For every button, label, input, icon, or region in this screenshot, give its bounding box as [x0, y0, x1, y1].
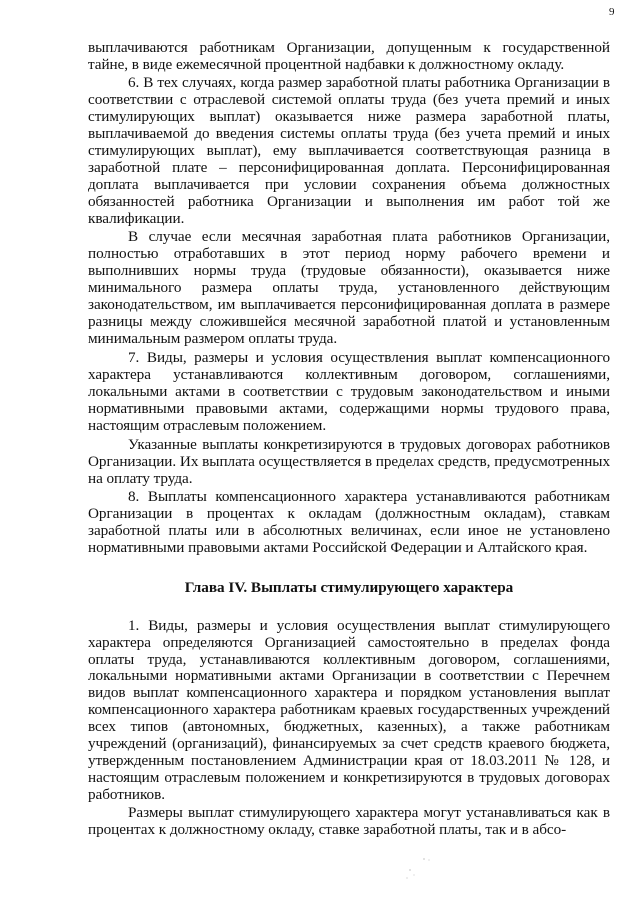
- scan-artifact: [404, 856, 434, 880]
- page-number: 9: [609, 6, 615, 18]
- paragraph-item-7: 7. Виды, размеры и условия осуществления выплат компенсационного характера устанавливаются коллективным договором, соглашениями, локальными актами в соответствии с трудовым законодательством и иными нормативными правовыми актами, содержащими нормы трудового права, настоящим отраслевым положением.: [88, 349, 610, 434]
- paragraph-item-8: 8. Выплаты компенсационного характера устанавливаются работникам Организации в процентах к окладам (должностным окладам), ставкам заработной платы или в абсолютных величинах, если иное не установлено нормативными правовыми актами Российской Федерации и Алтайского края.: [88, 487, 610, 556]
- paragraph-item-6: 6. В тех случаях, когда размер заработной платы работника Организации в соответствии с отраслевой системой оплаты труда (без учета премий и иных стимулирующих выплат) оказывается ниже размера заработной платы, выплачиваемой до введения системы оплаты труда (без учета премий и иных стимулирующих выплат), ему выплачивается соответствующая разница в заработной плате – персонифицированная доплата. Персонифицированная доплата выплачивается при условии сохранения объема должностных обязанностей работника Организации и выполнения им работ той же квалификации.: [88, 73, 610, 227]
- paragraph-chapter-item-1: 1. Виды, размеры и условия осуществления выплат стимулирующего характера определяются Организацией самостоятельно в пределах фонда оплаты труда, устанавливаются коллективным договором, соглашениями, локальными нормативными актами Организации в соответствии с Перечнем видов выплат компенсационного характера и порядком установления выплат компенсационного характера работникам краевых государственных учреждений всех типов (автономных, бюджетных, казенных), а также работникам учреждений (организаций), финансируемых за счет средств краевого бюджета, утвержденным постановлением Администрации края от 18.03.2011 № 128, и настоящим отраслевым положением и конкретизируются в трудовых договорах работников.: [88, 616, 610, 804]
- paragraph-payments-specified: Указанные выплаты конкретизируются в трудовых договорах работников Организации. Их выплата осуществляется в пределах средств, предусмотренных на оплату труда.: [88, 435, 610, 487]
- paragraph-stimulus-sizes: Размеры выплат стимулирующего характера могут устанавливаться как в процентах к должностному окладу, ставке заработной платы, так и в абсо-: [88, 804, 610, 839]
- paragraph-minimum-wage: В случае если месячная заработная плата работников Организации, полностью отработавших в этот период норму рабочего времени и выполнивших нормы труда (трудовые обязанности), оказывается ниже минимального размера оплаты труда, установленного действующим законодательством, им выплачивается персонифицированная доплата в размере разницы между сложившейся месячной заработной платой и установленным минимальным размером оплаты труда.: [88, 228, 610, 348]
- paragraph-continuation: выплачиваются работникам Организации, допущенным к государственной тайне, в виде ежемесячной процентной надбавки к должностному окладу.: [88, 39, 610, 73]
- document-body: [88, 40, 610, 839]
- chapter-heading: Глава IV. Выплаты стимулирующего характера: [184, 578, 514, 596]
